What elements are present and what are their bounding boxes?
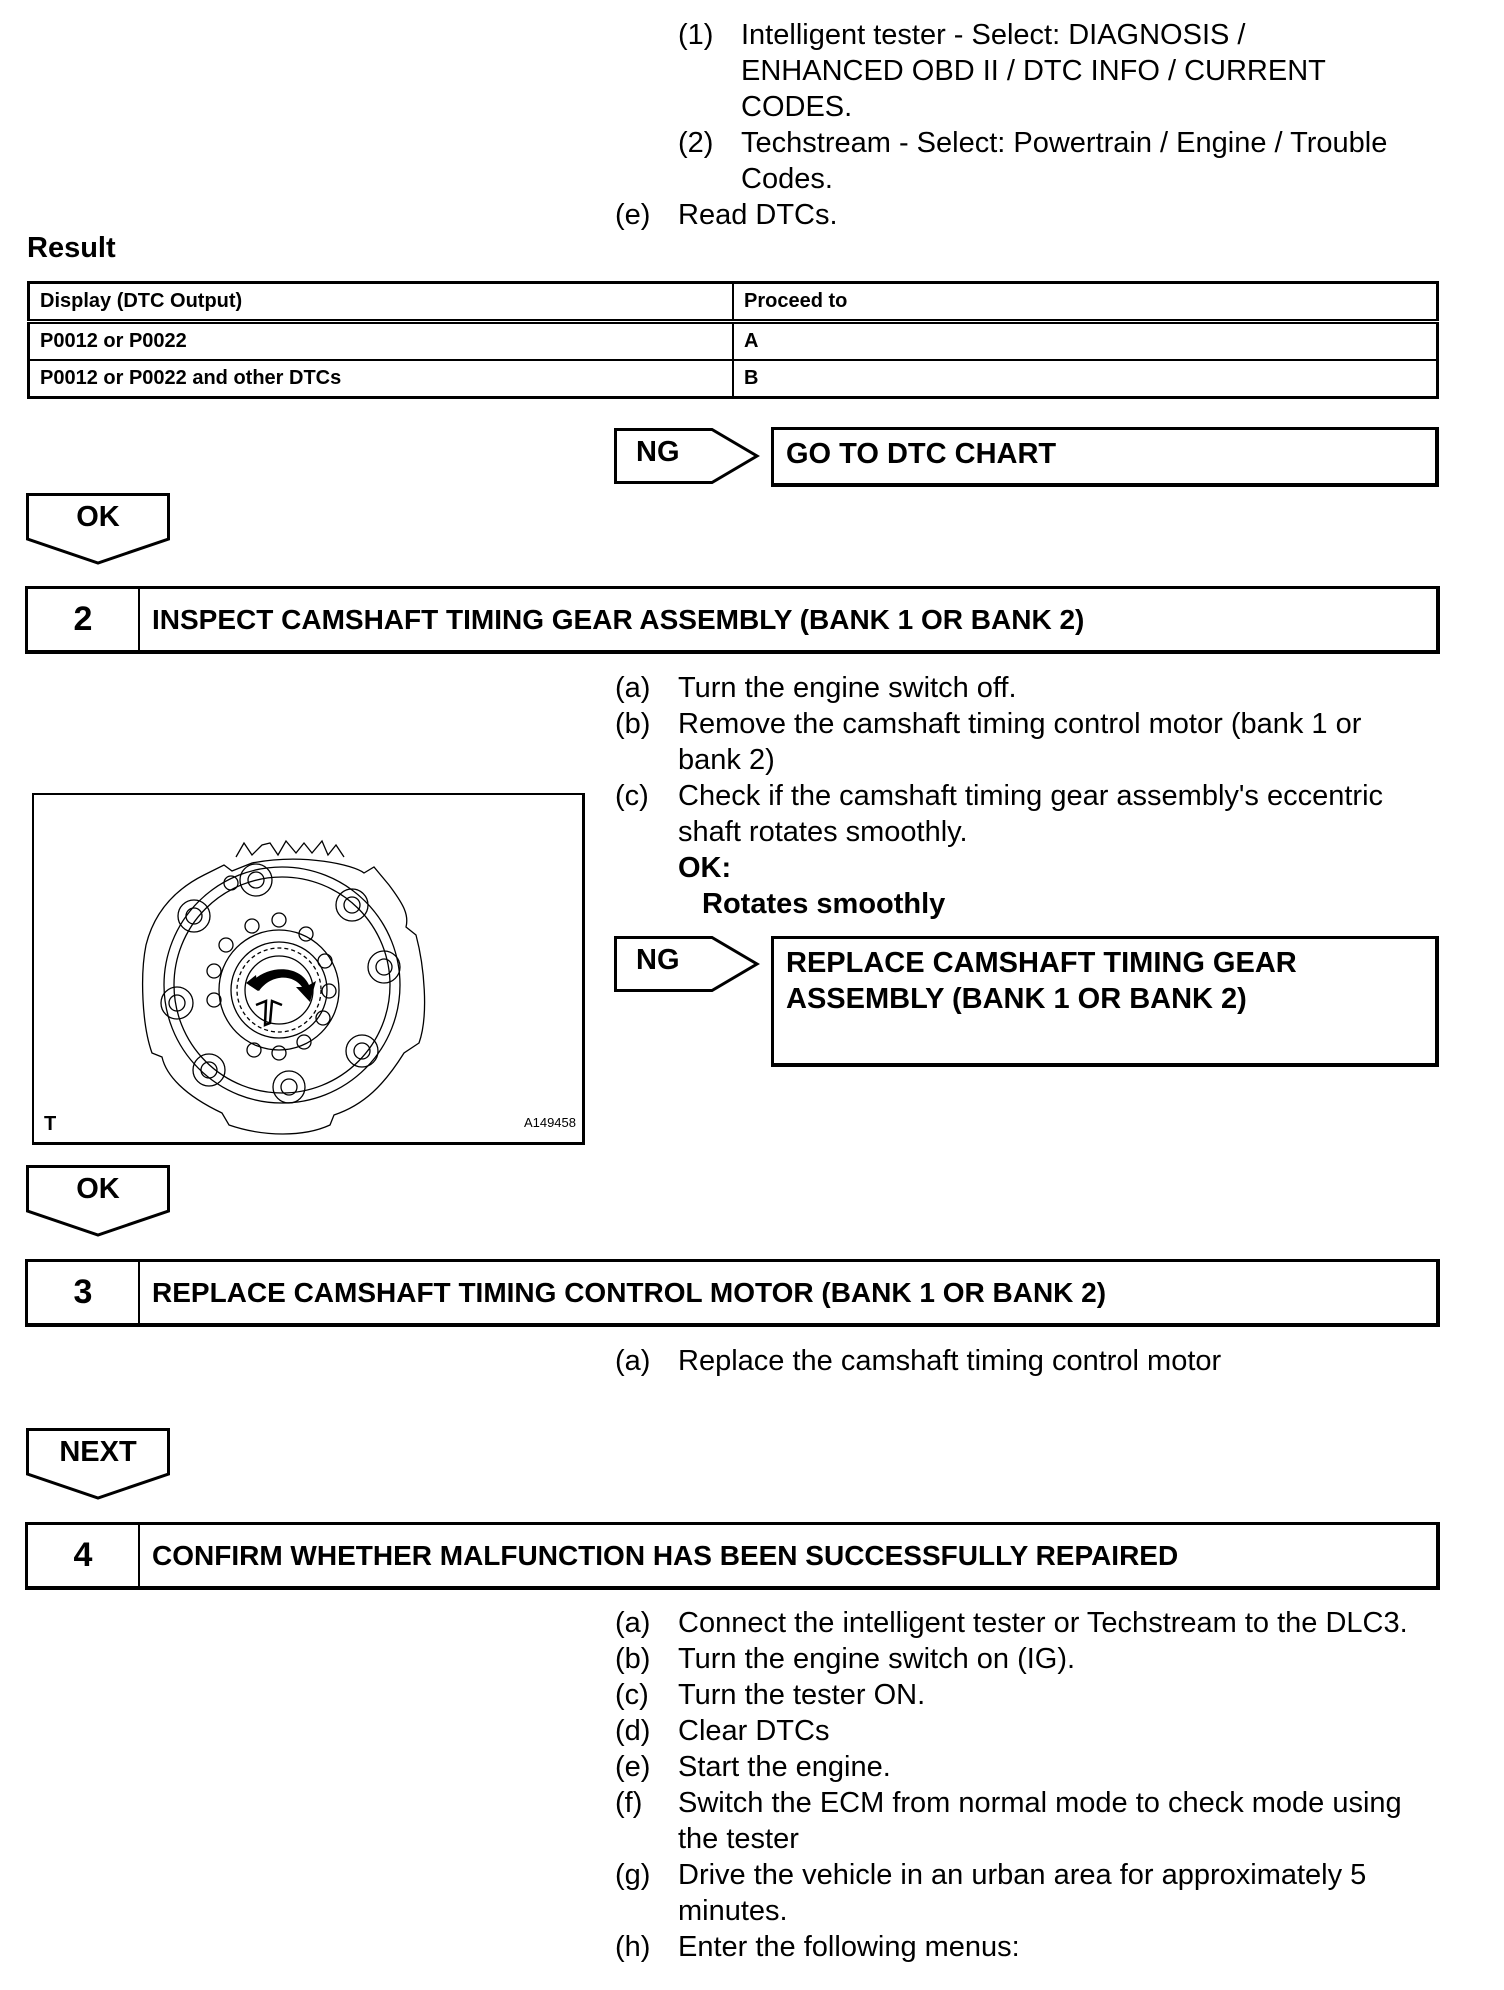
column-header: Proceed to [733, 283, 1438, 322]
substep-text: ENHANCED OBD II / DTC INFO / CURRENT [741, 55, 1326, 87]
ok-spec-value: Rotates smoothly [702, 888, 946, 920]
table-cell: B [733, 360, 1438, 398]
step-text: bank 2) [678, 744, 775, 776]
figure-corner-mark: T [44, 1113, 57, 1135]
substep-text: Intelligent tester - Select: DIAGNOSIS / [741, 19, 1246, 51]
table-cell: A [733, 322, 1438, 361]
step-text: Drive the vehicle in an urban area for approximately 5 [678, 1859, 1367, 1891]
next-label: NEXT [59, 1436, 137, 1468]
step-label: (b) [615, 1643, 651, 1675]
step-text: Enter the following menus: [678, 1931, 1020, 1963]
step-text: Switch the ECM from normal mode to check mode using [678, 1787, 1402, 1819]
step-text: Turn the tester ON. [678, 1679, 926, 1711]
next-arrow[interactable] [26, 1428, 170, 1500]
ng-target-text: GO TO DTC CHART [786, 438, 1057, 470]
step-label: (c) [615, 780, 649, 812]
table-row [29, 322, 1438, 361]
table-cell: P0012 or P0022 and other DTCs [29, 360, 734, 398]
step-text: Connect the intelligent tester or Techstream to the DLC3. [678, 1607, 1408, 1639]
ng-label: NG [636, 944, 680, 976]
ok-label: OK [76, 1173, 120, 1205]
step-label: (e) [615, 1751, 651, 1783]
go-to-dtc-chart-box[interactable] [771, 427, 1439, 487]
ng-label: NG [636, 436, 680, 468]
substep-label: (2) [678, 127, 714, 159]
ok-spec-label: OK: [678, 852, 732, 884]
step-label: (h) [615, 1931, 651, 1963]
step-text: minutes. [678, 1895, 788, 1927]
step-text: shaft rotates smoothly. [678, 816, 968, 848]
step-title: CONFIRM WHETHER MALFUNCTION HAS BEEN SUCCESSFULLY REPAIRED [152, 1539, 1179, 1571]
step-text: Turn the engine switch on (IG). [678, 1643, 1076, 1675]
step-label: (a) [615, 1607, 651, 1639]
ng-arrow-1[interactable] [614, 428, 760, 484]
figure-id: A149458 [523, 1115, 576, 1130]
step-label: (f) [615, 1787, 643, 1819]
column-header: Display (DTC Output) [29, 283, 734, 322]
camshaft-timing-gear-icon [34, 795, 582, 1142]
result-table [27, 281, 1439, 399]
table-cell: P0012 or P0022 [29, 322, 734, 361]
step-title: REPLACE CAMSHAFT TIMING CONTROL MOTOR (BANK 1 OR BANK 2) [152, 1276, 1107, 1308]
ng-arrow-2[interactable] [614, 936, 760, 992]
substep-text: Techstream - Select: Powertrain / Engine / Trouble [741, 127, 1388, 159]
step-text: Turn the engine switch off. [678, 672, 1017, 704]
step-text: the tester [678, 1823, 799, 1855]
ng-target-line: ASSEMBLY (BANK 1 OR BANK 2) [786, 983, 1247, 1015]
step-label: (b) [615, 708, 651, 740]
substep-text: Codes. [741, 163, 833, 195]
table-header-row [29, 283, 1438, 322]
ok-arrow-2[interactable] [26, 1165, 170, 1237]
step-text: Start the engine. [678, 1751, 891, 1783]
step-label: (c) [615, 1679, 649, 1711]
camshaft-gear-figure [32, 793, 585, 1145]
ng-target-line: REPLACE CAMSHAFT TIMING GEAR [786, 947, 1297, 979]
step-label: (g) [615, 1859, 651, 1891]
step-text: Check if the camshaft timing gear assembly's eccentric [678, 780, 1384, 812]
result-heading: Result [27, 232, 116, 264]
step-text: Read DTCs. [678, 199, 838, 231]
ok-arrow-1[interactable] [26, 493, 170, 565]
step-label: (e) [615, 199, 651, 231]
step-3-header [25, 1259, 1440, 1327]
step-2-header [25, 586, 1440, 654]
step-number: 2 [28, 589, 140, 650]
step-text: Remove the camshaft timing control motor (bank 1 or [678, 708, 1362, 740]
step-text: Clear DTCs [678, 1715, 830, 1747]
ok-label: OK [76, 501, 120, 533]
step-number: 4 [28, 1525, 140, 1586]
step-title: INSPECT CAMSHAFT TIMING GEAR ASSEMBLY (BANK 1 OR BANK 2) [152, 603, 1085, 635]
substep-label: (1) [678, 19, 714, 51]
step-label: (d) [615, 1715, 651, 1747]
replace-gear-assembly-box[interactable] [771, 936, 1439, 1067]
step-number: 3 [28, 1262, 140, 1323]
step-4-header [25, 1522, 1440, 1590]
step-label: (a) [615, 672, 651, 704]
step-label: (a) [615, 1345, 651, 1377]
table-row [29, 360, 1438, 398]
substep-text: CODES. [741, 91, 853, 123]
step-text: Replace the camshaft timing control motor [678, 1345, 1222, 1377]
